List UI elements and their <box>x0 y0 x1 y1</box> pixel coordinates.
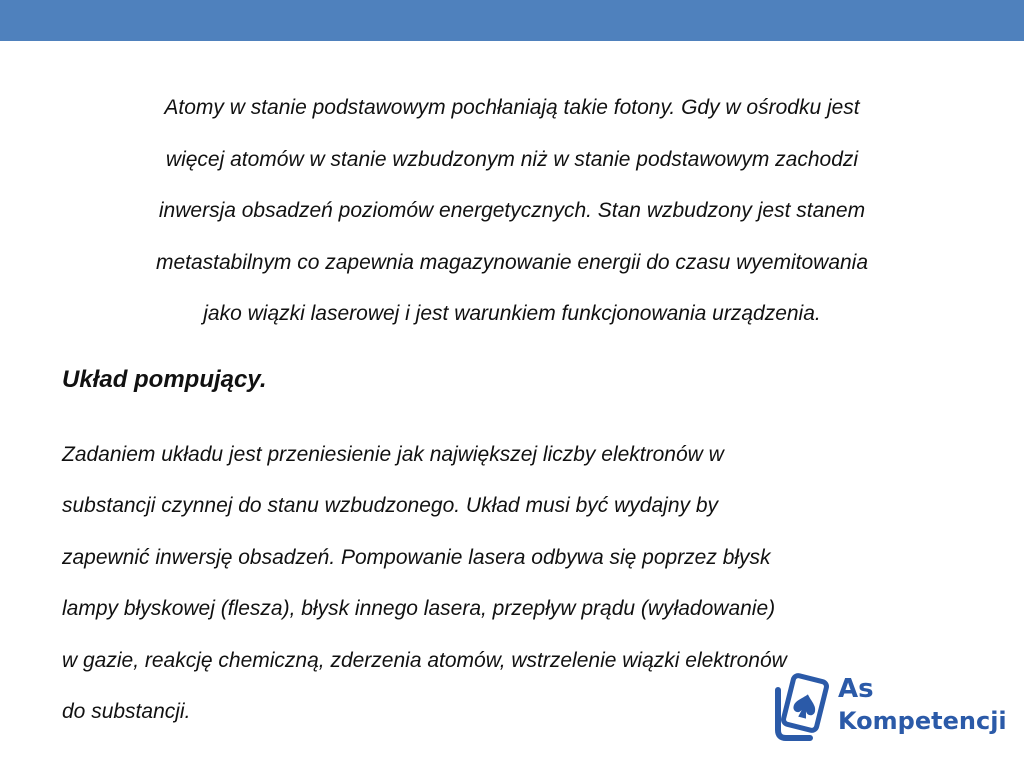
intro-paragraph <box>40 82 984 340</box>
intro-line: metastabilnym co zapewnia magazynowanie energii do czasu wyemitowania <box>155 250 869 274</box>
body-line: Zadaniem układu jest przeniesienie jak największej liczby elektronów w <box>62 443 724 466</box>
section-heading: Układ pompujący. <box>62 366 267 393</box>
body-line: lampy błyskowej (flesza), błysk innego lasera, przepływ prądu (wyładowanie) <box>62 597 776 621</box>
body-line: substancji czynnej do stanu wzbudzonego. Układ musi być wydajny by <box>62 494 719 518</box>
ace-of-spades-card-icon <box>770 672 832 742</box>
body-line: w gazie, reakcję chemiczną, zderzenia atomów, wstrzelenie wiązki elektronów <box>62 648 787 672</box>
intro-line: jako wiązki laserowej i jest warunkiem funkcjonowania urządzenia. <box>203 302 821 325</box>
as-kompetencji-logo <box>770 672 1007 752</box>
intro-line: inwersja obsadzeń poziomów energetycznych. Stan wzbudzony jest stanem <box>158 199 866 222</box>
intro-line: więcej atomów w stanie wzbudzonym niż w stanie podstawowym zachodzi <box>165 147 859 171</box>
header-bar <box>0 0 1024 41</box>
logo-text-as: As <box>838 674 874 704</box>
intro-line: Atomy w stanie podstawowym pochłaniają takie fotony. Gdy w ośrodku jest <box>164 96 860 119</box>
body-line: do substancji. <box>62 700 191 724</box>
body-line: zapewnić inwersję obsadzeń. Pompowanie lasera odbywa się poprzez błysk <box>62 545 771 569</box>
logo-text-kompetencji: Kompetencji <box>838 707 1007 735</box>
